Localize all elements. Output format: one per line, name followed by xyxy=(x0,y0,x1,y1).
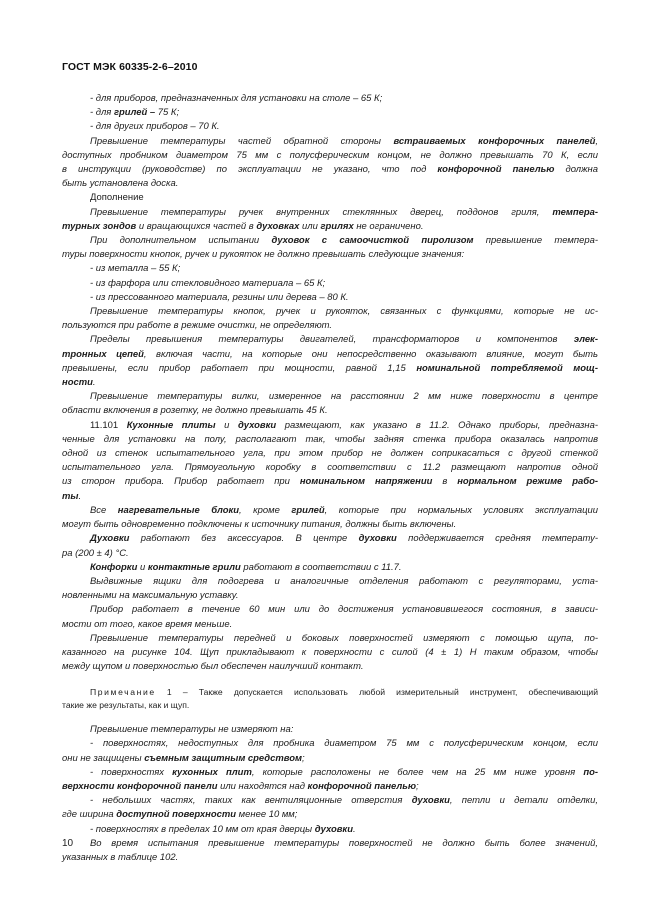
text-line xyxy=(90,766,598,780)
text-run: Превышение температуры передней и боковых поверхностей измеряют с помощью щупа, по- xyxy=(90,632,598,644)
bold-term: встраиваемых конфорочных панелей xyxy=(393,135,596,147)
text-run: . xyxy=(352,823,356,835)
text-line xyxy=(90,277,598,291)
text-run: ; xyxy=(416,780,419,792)
text-run: размещают, как указано в 11.2. Однако приборы, предназна- xyxy=(276,419,598,431)
document-body xyxy=(62,92,599,865)
document-header: ГОСТ МЭК 60335-2-6–2010 xyxy=(62,61,198,73)
text-run: - поверхностях в пределах 10 мм от края дверцы xyxy=(90,823,315,835)
text-run: ра (200 ± 4) °С. xyxy=(62,547,129,559)
text-run: и xyxy=(137,561,148,573)
text-line xyxy=(62,618,598,632)
bold-term: нормальном режиме рабо- xyxy=(457,476,598,488)
paragraph xyxy=(62,390,598,418)
text-run: , петли и детали отделки, xyxy=(449,795,598,807)
text-line xyxy=(62,447,598,461)
text-line xyxy=(62,699,598,711)
bold-term: контактные грили xyxy=(147,561,241,573)
text-line xyxy=(62,589,598,603)
text-run: При дополнительном испытании xyxy=(90,235,272,247)
paragraph xyxy=(90,723,598,737)
text-line xyxy=(90,390,598,404)
paragraph xyxy=(62,794,598,822)
text-line xyxy=(90,504,598,518)
text-run: Превышение температуры кнопок, ручек и рукояток, связанных с функциями, которые не ис- xyxy=(90,306,598,318)
text-run: могут быть одновременно подключены к источнику питания, должны быть включены. xyxy=(62,519,457,531)
text-run: 11.101 xyxy=(90,419,127,431)
text-line xyxy=(90,305,598,319)
paragraph xyxy=(62,603,598,631)
paragraph xyxy=(62,305,598,333)
text-line xyxy=(62,163,598,177)
text-line xyxy=(62,490,598,504)
text-line xyxy=(90,106,598,120)
text-line xyxy=(90,92,598,106)
text-run: менее 10 мм; xyxy=(236,809,298,821)
text-run: Прибор работает в течение 60 мин или до достижения установившегося состояния, в зависи- xyxy=(90,604,598,616)
text-run: или xyxy=(299,220,321,232)
bold-term: тронных цепей xyxy=(62,348,144,360)
text-run: в xyxy=(432,476,458,488)
text-line xyxy=(90,575,598,589)
bold-term: ты xyxy=(62,490,79,502)
text-run: - из металла – 55 К; xyxy=(90,263,181,275)
text-run: или находятся над xyxy=(217,780,308,792)
text-run: превышение темпера- xyxy=(473,235,598,247)
text-line xyxy=(90,234,598,248)
text-run: - поверхностях xyxy=(90,766,173,778)
page-number: 10 xyxy=(62,838,74,849)
text-run: из сторон прибора. Прибор работает при xyxy=(62,476,300,488)
text-run: Превышение температуры ручек внутренних стеклянных дверец, поддонов гриля, xyxy=(90,206,553,218)
note-paragraph xyxy=(62,686,598,723)
bold-term: духовках xyxy=(256,220,300,232)
bold-term: турных зондов xyxy=(62,220,137,232)
bold-term: духовки xyxy=(411,795,450,807)
text-run: Во время испытания превышение температуры поверхностей не должно быть более значений, xyxy=(90,837,598,849)
paragraph xyxy=(90,561,598,575)
text-line xyxy=(90,823,598,837)
text-line xyxy=(90,419,598,433)
text-run: не ограничено. xyxy=(353,220,424,232)
text-line xyxy=(90,206,598,220)
text-line xyxy=(62,475,598,489)
text-line xyxy=(62,851,598,865)
text-run: - для других приборов – 70 К. xyxy=(90,121,220,133)
paragraph xyxy=(62,532,599,560)
bold-term: духовки xyxy=(358,533,397,545)
text-line xyxy=(62,319,598,333)
text-run: новленными на максимальную уставку. xyxy=(62,590,239,602)
paragraph xyxy=(62,766,598,794)
paragraph xyxy=(62,504,598,532)
paragraph xyxy=(62,837,598,865)
bold-term: духовки xyxy=(237,419,277,431)
paragraph xyxy=(90,106,598,120)
bold-term: съемным защитным средством xyxy=(144,752,302,764)
text-line xyxy=(62,808,598,822)
text-line xyxy=(90,686,598,698)
bold-term: по- xyxy=(583,766,598,778)
text-line xyxy=(90,135,598,149)
bold-term: духовок с самоочисткой пиролизом xyxy=(271,235,474,247)
paragraph xyxy=(62,333,598,390)
bold-term: номинальной потребляемой мощ- xyxy=(416,362,598,374)
text-line xyxy=(62,780,598,794)
text-run: - для приборов, предназначенных для установки на столе – 65 К; xyxy=(90,93,383,104)
text-run: одной из стенок испытательного угла, при этом прибор не должен соприкасаться с другой стенкой xyxy=(62,448,598,460)
bold-term: конфорочной панелью xyxy=(437,164,555,176)
text-run: работают без аксессуаров. В центре xyxy=(129,533,359,545)
text-line xyxy=(62,404,598,418)
text-run: ; xyxy=(302,752,305,764)
text-run: - для xyxy=(90,107,114,119)
bold-term: темпера- xyxy=(552,206,598,218)
bold-term: номинальном напряжении xyxy=(299,476,433,488)
text-run: 1 – Также допускается использовать любой измерительный инструмент, обеспечивающий xyxy=(155,687,598,698)
text-line xyxy=(90,603,598,617)
text-line xyxy=(62,660,598,674)
text-line xyxy=(90,191,598,205)
text-run: , включая части, на которые они непосредственно оказывают влияние, могут быть xyxy=(143,348,598,360)
text-line xyxy=(62,376,598,390)
bold-term: Конфорки xyxy=(90,561,138,573)
text-line xyxy=(62,461,598,475)
paragraph xyxy=(90,120,598,134)
text-run: мости от того, какое время меньше. xyxy=(62,618,233,630)
text-run: , xyxy=(595,135,598,147)
text-run: в инструкции (руководстве) по эксплуатации не указано, что под xyxy=(62,164,438,176)
text-line xyxy=(62,547,598,561)
text-line xyxy=(90,120,598,134)
text-line xyxy=(90,333,598,347)
paragraph xyxy=(90,262,598,276)
text-run: и вращающихся частей в xyxy=(136,220,257,232)
text-run: такие же результаты, как и щуп. xyxy=(62,699,190,710)
bold-term: доступной поверхности xyxy=(116,809,237,821)
text-run: быть установлена доска. xyxy=(62,178,179,190)
paragraph xyxy=(62,234,598,262)
text-line xyxy=(90,291,598,305)
paragraph xyxy=(62,575,598,603)
text-line xyxy=(90,723,598,737)
bold-term: верхности конфорочной панели xyxy=(62,780,218,792)
text-run: области включения в розетку, не должно превышать 45 К. xyxy=(62,405,328,417)
bold-term: Духовки xyxy=(90,533,130,545)
text-run: Все xyxy=(90,504,118,516)
text-line xyxy=(90,737,598,751)
text-run: - небольших частях, таких как вентиляционные отверстия xyxy=(90,795,412,807)
text-run: - из фарфора или стекловидного материала – 65 К; xyxy=(90,277,326,289)
text-run: Дополнение xyxy=(90,192,144,204)
text-line xyxy=(90,837,598,851)
text-run: Превышение температуры вилки, измеренное на расстоянии 2 мм ниже поверхности в центре xyxy=(90,391,598,403)
text-line xyxy=(62,177,598,191)
text-line xyxy=(62,433,598,447)
text-run: превышены, если прибор работает при мощности, равной 1,15 xyxy=(62,362,417,374)
text-run: пользуются при работе в режиме очистки, не определяют. xyxy=(62,320,333,332)
text-line xyxy=(90,262,598,276)
text-line xyxy=(62,149,598,163)
paragraph xyxy=(62,737,598,765)
bold-term: грилей – xyxy=(113,107,156,119)
bold-term: элек- xyxy=(573,334,598,346)
text-line xyxy=(62,646,598,660)
text-line xyxy=(90,632,598,646)
text-run: они не защищены xyxy=(62,752,145,764)
text-run: Примечание xyxy=(90,687,156,698)
text-run: ченные для установки на полу, располагают так, чтобы задняя стенка прибора оказалась напротив xyxy=(62,433,598,445)
text-run: где ширина xyxy=(62,809,117,821)
text-run: Превышение температуры частей обратной стороны xyxy=(90,135,394,147)
text-run: . xyxy=(92,377,96,389)
text-run: казанного на рисунке 104. Щуп прикладывают к поверхности с силой (4 ± 1) Н таким образом, чтобы xyxy=(62,646,598,658)
text-run: Пределы превышения температуры двигателей, трансформаторов и компонентов xyxy=(90,334,574,346)
paragraph xyxy=(90,291,598,305)
bold-term: ности xyxy=(62,377,93,389)
text-run: - поверхностях, недоступных для пробника диаметром 75 мм с полусферическим концом, если xyxy=(90,738,598,750)
text-line xyxy=(62,220,598,234)
bold-term: конфорочной панелью xyxy=(307,780,417,792)
text-line xyxy=(62,348,598,362)
text-line xyxy=(62,752,598,766)
text-run: Выдвижные ящики для подогрева и аналогичные отделения работают с регуляторами, уста- xyxy=(90,575,598,587)
text-run: между щупом и поверхностью был обеспечен наилучший контакт. xyxy=(62,661,364,673)
text-line xyxy=(90,532,598,546)
bold-term: нагревательные блоки xyxy=(117,504,240,516)
text-run: и xyxy=(215,419,238,431)
paragraph xyxy=(62,206,598,234)
text-run: Превышение температуры не измеряют на: xyxy=(90,724,294,736)
text-run: туры поверхности кнопок, ручек и рукояток не должно превышать следующие значения: xyxy=(62,249,465,261)
text-run: поддерживается средняя температу- xyxy=(396,533,599,545)
text-line xyxy=(90,794,598,808)
bold-term: грилей xyxy=(291,504,325,516)
paragraph xyxy=(62,135,598,192)
text-line xyxy=(62,518,598,532)
text-run: доступных пробником диаметром 75 мм с полусферическим концом, не должно превышать 70 К, если xyxy=(62,149,598,161)
text-line xyxy=(62,248,598,262)
text-run: испытательного угла. Прямоугольную коробку в соответствии с 11.2 размещают напротив одной xyxy=(62,462,598,474)
paragraph xyxy=(62,632,598,675)
text-run: - из прессованного материала, резины или дерева – 80 К. xyxy=(90,291,349,303)
text-run: . xyxy=(78,490,82,502)
text-run: , которые расположены не более чем на 25 мм ниже уровня xyxy=(251,766,584,778)
paragraph xyxy=(62,419,598,504)
paragraph xyxy=(90,277,598,291)
bold-term: Кухонные плиты xyxy=(126,419,216,431)
text-run: работают в соответствии с 11.7. xyxy=(240,561,402,573)
bold-term: кухонных плит xyxy=(172,766,252,778)
text-run: , кроме xyxy=(239,504,292,516)
paragraph xyxy=(90,191,598,205)
paragraph xyxy=(90,92,598,106)
bold-term: грилях xyxy=(320,220,354,232)
text-line xyxy=(90,561,598,575)
text-run: 75 К; xyxy=(155,107,180,119)
text-run: , которые при нормальных условиях эксплуатации xyxy=(324,504,598,516)
text-run: указанных в таблице 102. xyxy=(62,851,179,863)
text-line xyxy=(62,362,598,376)
bold-term: духовки xyxy=(314,823,353,835)
text-run: должна xyxy=(554,164,598,176)
paragraph xyxy=(90,823,598,837)
